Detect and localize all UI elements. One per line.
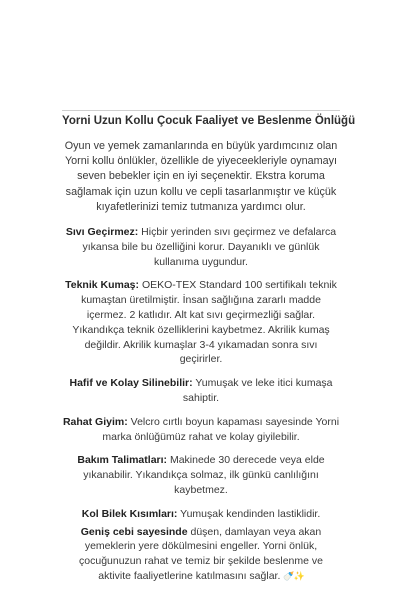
section-label: Geniş cebi sayesinde — [80, 525, 188, 538]
section-text: düşen, damlayan veya akan yemeklerin yere dökülmesini engeller. Yorni önlük, çocuğunuzun rahat ve temiz bir şekilde beslenme ve aktivite faaliyetlerine katılmasını sağlar. — [79, 525, 323, 582]
section-text: Velcro cırtlı boyun kapaması sayesinde Yorni marka önlüğümüz rahat ve kolay giyilebilir. — [102, 415, 340, 443]
section-label: Hafif ve Kolay Silinebilir: — [69, 377, 193, 390]
section-care-instructions — [62, 453, 340, 497]
section-label: Kol Bilek Kısımları: — [81, 507, 178, 520]
bottle-sparkle-icon: 🍼✨ — [283, 570, 304, 581]
section-comfort — [62, 415, 340, 445]
section-text: Yumuşak kendinden lastiklidir. — [177, 507, 321, 520]
section-text: Hiçbir yerinden sıvı geçirmez ve defalarca yıkansa bile bu özelliğini korur. Dayanıklı ve günlük kullanıma uygundur. — [82, 226, 337, 268]
section-label: Bakım Talimatları: — [77, 454, 168, 467]
section-pocket — [62, 525, 340, 584]
section-text: Yumuşak ve leke itici kumaşa sahiptir. — [182, 377, 333, 404]
page-title: Yorni Uzun Kollu Çocuk Faaliyet ve Beslenme Önlüğü — [62, 115, 356, 127]
section-label: Rahat Giyim: — [62, 415, 128, 428]
product-description — [62, 110, 356, 593]
section-text: OEKO-TEX Standard 100 sertifikalı teknik kumaştan üretilmiştir. İnsan sağlığına zararlı madde içermez. 2 katlıdır. Alt kat sıvı geçirmezliği sağlar. Yıkandıkça teknik özelliklerini kaybetmez. Akrilik kumaş değildir. Akrilik kumaşlar 3-4 yıkamadan sonra sıvı geçirirler. — [72, 279, 337, 366]
top-divider — [62, 110, 340, 111]
section-liquid-proof — [62, 225, 340, 269]
section-lightweight — [62, 376, 340, 406]
section-label: Sıvı Geçirmez: — [65, 226, 139, 239]
section-text: Makinede 30 derecede veya elde yıkanabilir. Yıkandıkça solmaz, ilk günkü canlılığını kaybetmez. — [83, 454, 325, 496]
section-label: Teknik Kumaş: — [65, 279, 140, 292]
section-wrist-cuffs — [62, 507, 340, 522]
section-technical-fabric — [62, 278, 340, 367]
intro-paragraph: Oyun ve yemek zamanlarında en büyük yardımcınız olan Yorni kollu önlükler, özellikle de yiyeceekleriyle oynamayı seven bebekler için en iyi seçenektir. Ekstra koruma sağlamak için uzun kollu ve cepli tasarlanmıştır ve küçük kıyafetlerinizi temiz tutmanıza yardımcı olur. — [64, 140, 338, 213]
